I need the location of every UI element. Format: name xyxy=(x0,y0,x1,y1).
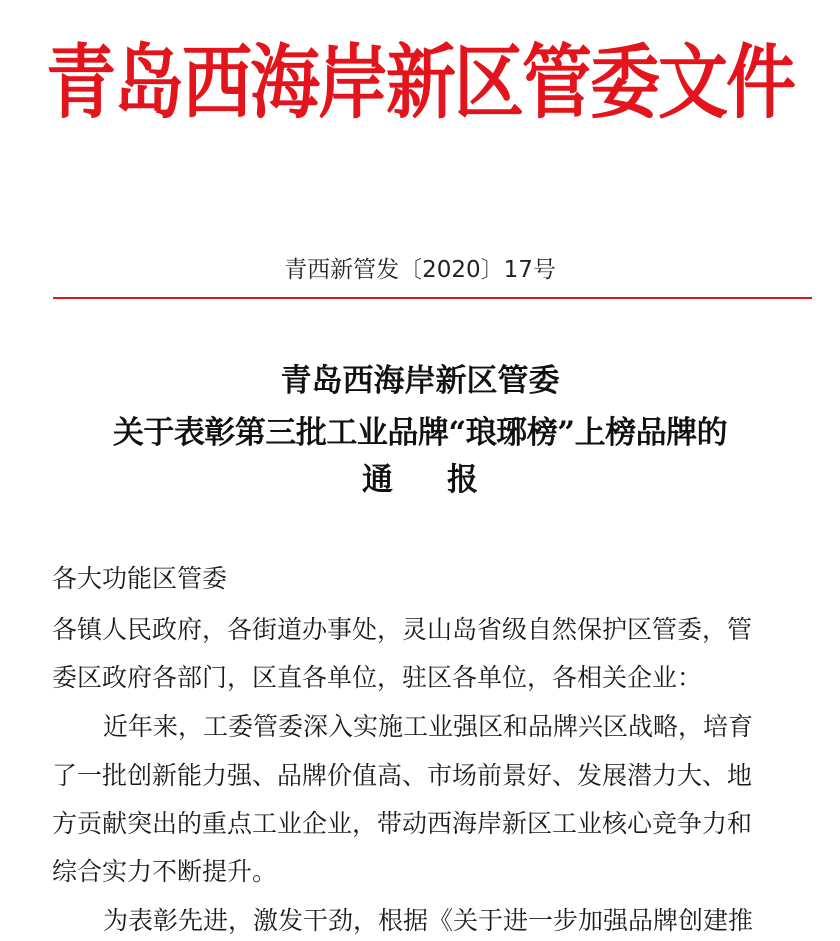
body-paragraph-1-line-1: 近年来，工委管委深入实施工业强区和品牌兴区战略，培育 xyxy=(103,712,754,741)
body-paragraph-1-line-3: 方贡献突出的重点工业企业，带动西海岸新区工业核心竞争力和 xyxy=(52,809,753,838)
recipients-line-1: 各大功能区管委 xyxy=(52,564,228,593)
red-divider-line xyxy=(53,297,812,299)
notice-title-line-1: 青岛西海岸新区管委 xyxy=(280,363,560,399)
recipients-line-3: 委区政府各部门，区直各单位，驻区各单位，各相关企业： xyxy=(52,663,703,692)
document-number: 青西新管发〔2020〕17号 xyxy=(284,257,556,283)
notice-title-line-2: 关于表彰第三批工业品牌“琅琊榜”上榜品牌的 xyxy=(112,415,728,451)
notice-title-line-3 xyxy=(0,459,840,501)
notice-title-char-tong: 通 xyxy=(362,462,393,498)
notice-title-char-bao: 报 xyxy=(447,462,478,498)
document-header-title: 青岛西海岸新区管委文件 xyxy=(46,34,794,131)
recipients-line-2: 各镇人民政府，各街道办事处，灵山岛省级自然保护区管委，管 xyxy=(52,615,753,644)
body-paragraph-1-line-4: 综合实力不断提升。 xyxy=(52,857,278,886)
body-paragraph-2-line-1: 为表彰先进，激发干劲，根据《关于进一步加强品牌创建推 xyxy=(103,906,754,935)
body-paragraph-1-line-2: 了一批创新能力强、品牌价值高、市场前景好、发展潜力大、地 xyxy=(52,761,753,790)
